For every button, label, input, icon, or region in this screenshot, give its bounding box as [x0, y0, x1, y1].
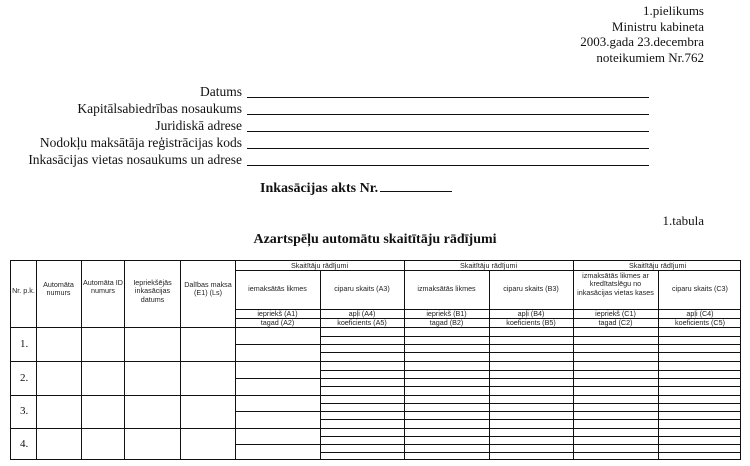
row-divider: [320, 403, 740, 404]
header-automat-number: Automāta numurs: [43, 280, 74, 298]
counter-table: [10, 260, 741, 460]
header-a-right: ciparu skaits (A3): [334, 284, 390, 293]
row-divider: [235, 444, 740, 445]
field-label: Inkasācijas vietas nosaukums un adrese: [28, 152, 242, 167]
row-divider: [235, 344, 740, 345]
table-title: Azartspēļu automātu skaitītāju rādījumi: [253, 232, 497, 247]
col-divider: [180, 261, 181, 459]
group-label-c: Skaitītāju rādījumi: [628, 261, 687, 270]
header-c-round: apļi (C4): [686, 309, 714, 318]
row-divider: [11, 395, 740, 396]
header-c-right: ciparu skaits (C3): [672, 284, 728, 293]
header-c-left: izmaksātās likmes ar kredītatslēgu no inkasācijas vietas kases: [577, 271, 654, 297]
row-divider: [235, 411, 740, 412]
header-c-coef: koeficients (C5): [675, 318, 725, 327]
col-divider: [489, 270, 490, 459]
row-number: 3.: [20, 405, 29, 417]
col-divider: [81, 261, 82, 459]
field-label: Nodokļu maksātāja reģistrācijas kods: [39, 135, 242, 150]
field-line[interactable]: [247, 148, 649, 149]
row-divider: [235, 378, 740, 379]
col-divider: [658, 270, 659, 459]
field-line[interactable]: [247, 131, 649, 132]
header-automat-id: Automāta ID numurs: [83, 278, 123, 296]
field-date[interactable]: [0, 84, 750, 99]
field-label: Juridiskā adrese: [155, 118, 242, 133]
row-divider: [320, 436, 740, 437]
table-number: 1.tabula: [662, 213, 704, 228]
header-b-left: izmaksātās likmes: [417, 284, 476, 293]
header-nr: Nr. p.k.: [12, 286, 35, 295]
row-number: 4.: [20, 438, 29, 450]
annex-line-1: 1.pielikums: [642, 3, 704, 18]
field-label: Datums: [200, 84, 242, 99]
header-fee: Dalības maksa (E1) (Ls): [184, 280, 232, 298]
field-legal-address[interactable]: [0, 118, 750, 133]
header-b-right: ciparu skaits (B3): [503, 284, 559, 293]
header-a-round: apļi (A4): [348, 309, 376, 318]
header-c-prev: iepriekš (C1): [595, 309, 636, 318]
act-title-text: Inkasācijas akts Nr.: [260, 181, 379, 196]
group-label-a: Skaitītāju rādījumi: [290, 261, 349, 270]
col-divider: [320, 270, 321, 459]
annex-line-2: Ministru kabineta: [611, 18, 704, 34]
field-collection-place[interactable]: [0, 152, 750, 167]
col-divider: [573, 261, 574, 459]
row-number: 1.: [20, 338, 29, 350]
row-divider: [320, 352, 740, 353]
header-a-left: iemaksātās likmes: [248, 284, 307, 293]
field-line[interactable]: [247, 165, 649, 166]
row-divider: [320, 419, 740, 420]
row-divider: [320, 336, 740, 337]
row-divider: [320, 452, 740, 453]
header-b-round: apļi (B4): [517, 309, 545, 318]
row-divider: [320, 370, 740, 371]
act-title: [260, 181, 452, 197]
field-line[interactable]: [247, 97, 649, 98]
field-line[interactable]: [247, 114, 649, 115]
field-label: Kapitālsabiedrības nosaukums: [77, 101, 242, 116]
field-company-name[interactable]: [0, 101, 750, 116]
header-b-prev: iepriekš (B1): [426, 309, 467, 318]
header-a-coef: koeficients (A5): [337, 318, 387, 327]
act-number-blank[interactable]: [380, 182, 452, 192]
header-prev-date: Iepriekšējās inkasācijas datums: [133, 278, 172, 304]
row-divider: [11, 361, 740, 362]
annex-line-4: noteikumiem Nr.762: [596, 49, 704, 65]
header-a-now: tagad (A2): [260, 318, 295, 327]
header-b-now: tagad (B2): [429, 318, 464, 327]
header-c-now: tagad (C2): [598, 318, 633, 327]
row-divider: [11, 428, 740, 429]
field-tax-code[interactable]: [0, 135, 750, 150]
annex-note: [580, 3, 704, 65]
header-a-prev: iepriekš (A1): [257, 309, 298, 318]
row-number: 2.: [20, 372, 29, 384]
group-label-b: Skaitītāju rādījumi: [459, 261, 518, 270]
header-b-coef: koeficients (B5): [506, 318, 556, 327]
annex-line-3: 2003.gada 23.decembra: [580, 34, 704, 49]
row-divider: [320, 386, 740, 387]
